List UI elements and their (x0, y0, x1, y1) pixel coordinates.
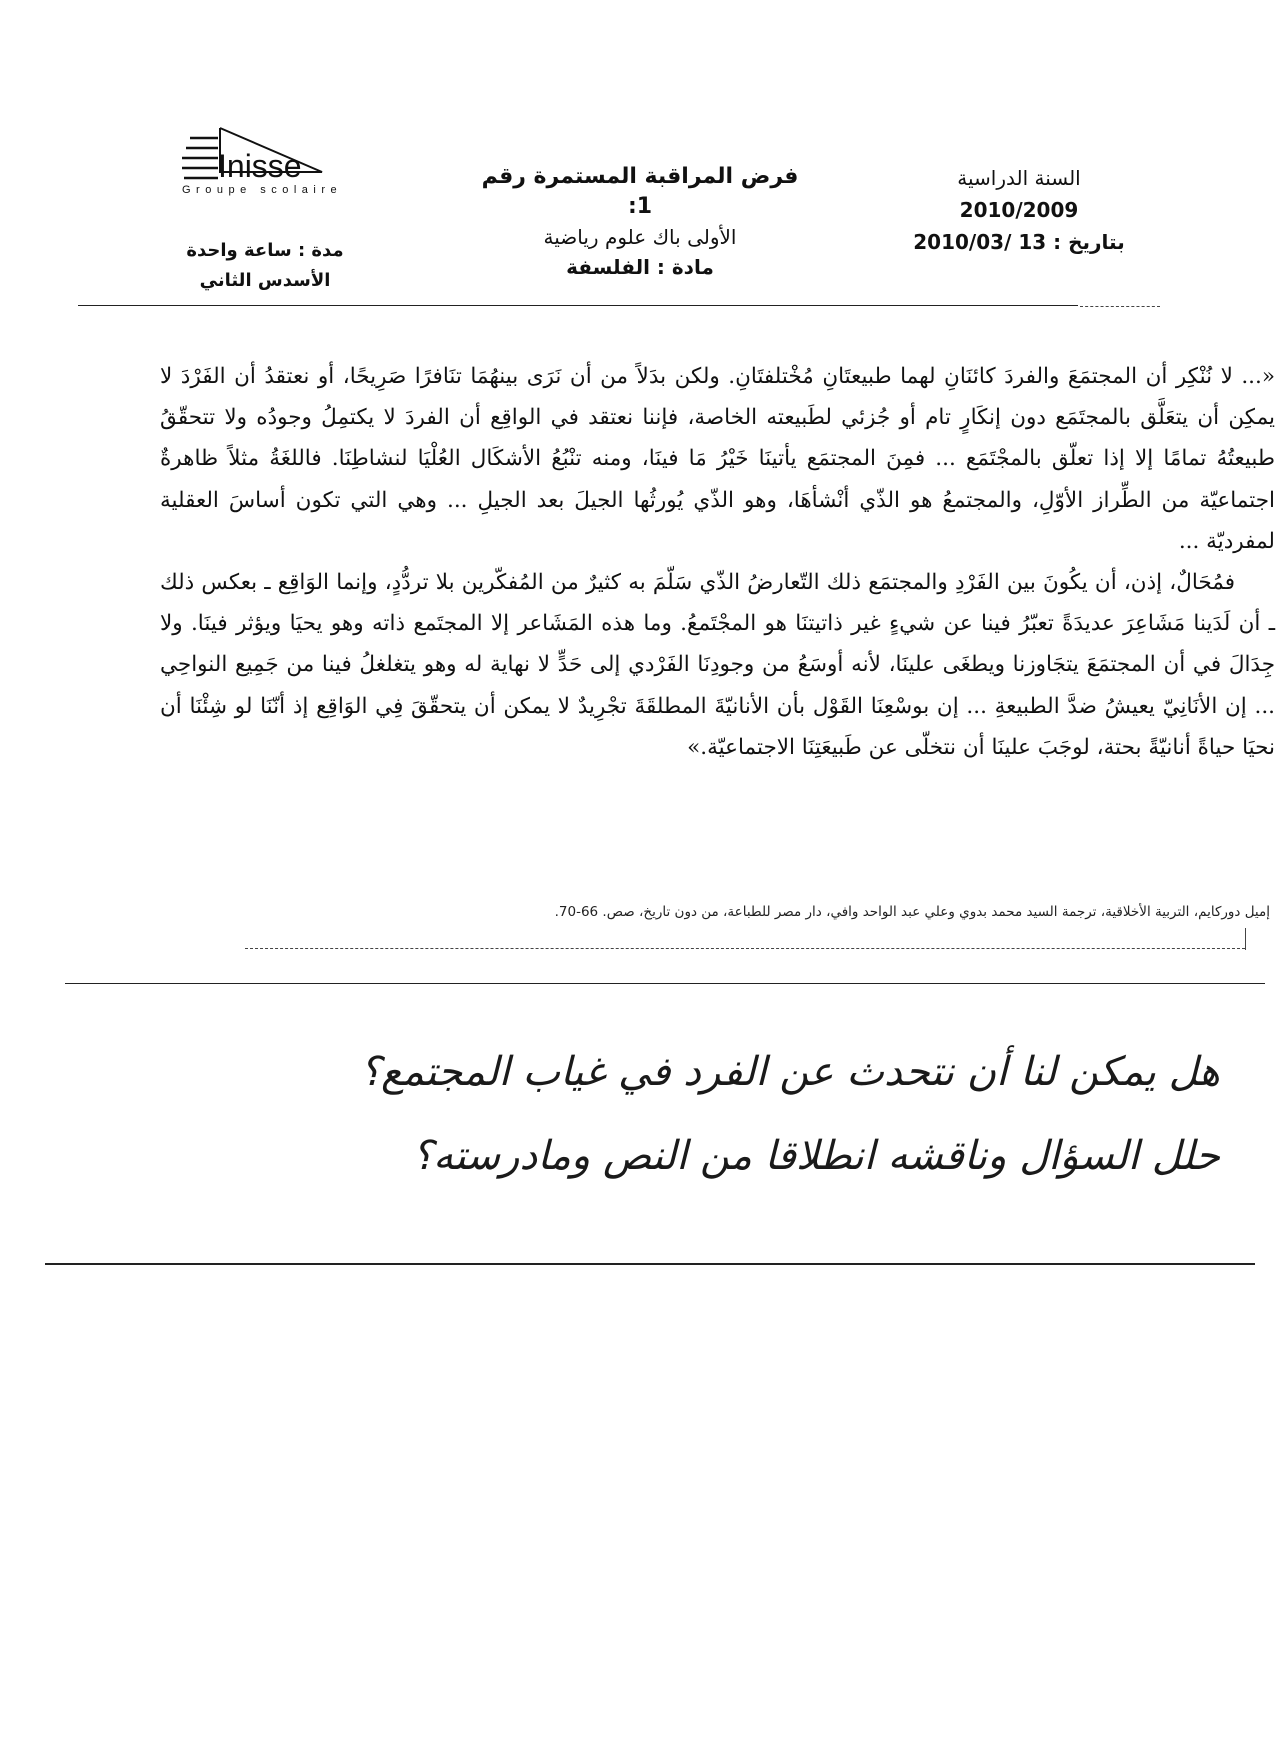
header-right-block (899, 162, 1139, 258)
class-level: الأولى باك علوم رياضية (543, 225, 737, 249)
box-corner-mark (1245, 928, 1246, 950)
header-divider-tail (1080, 306, 1160, 307)
subject: مادة : الفلسفة (566, 255, 714, 279)
passage-paragraph-2: فمُحَالٌ، إذن، أن يكُونَ بين الفَرْدِ والمجتمَع ذلك التّعارضُ الذّي سَلّمَ به كثيرٌ من المُفكّرين بلا تردُّدٍ، وإنما الوَاقِع ـ بعكس ذلك ـ أن لَدَينا مَشَاعِرَ عديدَةً تعبّرُ فينا عن شيءٍ غير ذاتيتنَا هو المجْتَمعُ. وما هذه المَشَاعر إلا المجتَمع ذاته وهو يحيَا ويؤثر فينَا. ولا جِدَالَ في أن المجتمَعَ يتجَاوزنا ويطغَى علينَا، لأنه أوسَعُ من وجودِنَا الفَرْدي إلى حَدٍّ لا نهاية له وهو يتغلغلُ فينا من جَمِيع النواحِي ... إن الأنَانِيّ يعيشُ ضدَّ الطبيعةِ ... إن بوسْعِنَا القَوْل بأن الأنانيّةَ المطلقَةَ تجْرِيدٌ لا يمكن أن يتحقّقَ فِي الوَاقِع إذ أنّنَا لو شِئْنَا أن نحيَا حياةً أنانيّةً بحتة، لوجَبَ علينَا أن نتخلّى عن طَبيعَتِنَا الاجتماعيّة.» (160, 570, 1275, 760)
header-divider (78, 305, 1078, 306)
academic-year-label: السنة الدراسية (957, 166, 1081, 190)
question-line-2: حلل السؤال وناقشه انطلاقا من النص ومادرسته؟ (411, 1133, 1220, 1179)
question-line-1: هل يمكن لنا أن نتحدث عن الفرد في غياب المجتمع؟ (359, 1049, 1220, 1095)
philosophy-text (160, 356, 1275, 768)
passage-paragraph-1: «... لا نُنْكِر أن المجتمَعَ والفردَ كائنَانِ لهما طبيعتَانِ مُخْتلفتَانِ. ولكن بدَلاً من أن نَرَى بينهُمَا تنَافرًا صَرِيحًا، أو نعتقدُ أن الفَرْدَ لا يمكِن أن يتعَلَّق بالمجتَمَع دون إنكَارٍ تام أو جُزئي لطَبيعته الخاصة، فإننا نعتقد في الواقِع أن الفردَ لا يكتمِلُ وجودُه ولا تتحقّقُ طبيعتُهُ تمامًا إلا إذا تعلّق بالمجْتَمَع ... فمِنَ المجتمَع يأتينَا خَيْرُ مَا فينَا، ومنه تنْبُعُ الأشكَال العُلْيَا لنشاطِنَا. فاللغَةُ مثلاً ظاهرةٌ اجتماعيّة من الطِّراز الأوّلِ، والمجتمعُ هو الذّي أنْشأهَا، وهو الذّي يُورثُها الجيلَ بعد الجيلِ ... وهي التي تكون أساسَ العقلية لمفرديّة ... (160, 364, 1275, 554)
passage-source: إميل دوركايم، التربية الأخلاقية، ترجمة السيد محمد بدوي وعلي عبد الواحد وافي، دار مصر للطباعة، من دون تاريخ، صص. 66-70. (554, 904, 1270, 920)
academic-year-value: 2010/2009 (959, 198, 1079, 222)
logo-name: Inisse (218, 148, 302, 184)
bottom-divider (45, 1263, 1255, 1265)
source-divider (245, 948, 1245, 949)
handwritten-question (190, 1030, 1220, 1198)
logo-subtitle: Groupe scolaire (182, 184, 343, 196)
semester: الأسدس الثاني (199, 270, 331, 291)
header-left-block (180, 236, 350, 296)
exam-duration: مدة : ساعة واحدة (186, 240, 344, 261)
exam-date: بتاريخ : 13 /2010/03 (913, 230, 1125, 254)
passage-divider (65, 983, 1265, 984)
header-center-block (480, 162, 800, 282)
school-logo (182, 120, 382, 230)
exam-title: فرض المراقبة المستمرة رقم 1: (481, 164, 799, 219)
